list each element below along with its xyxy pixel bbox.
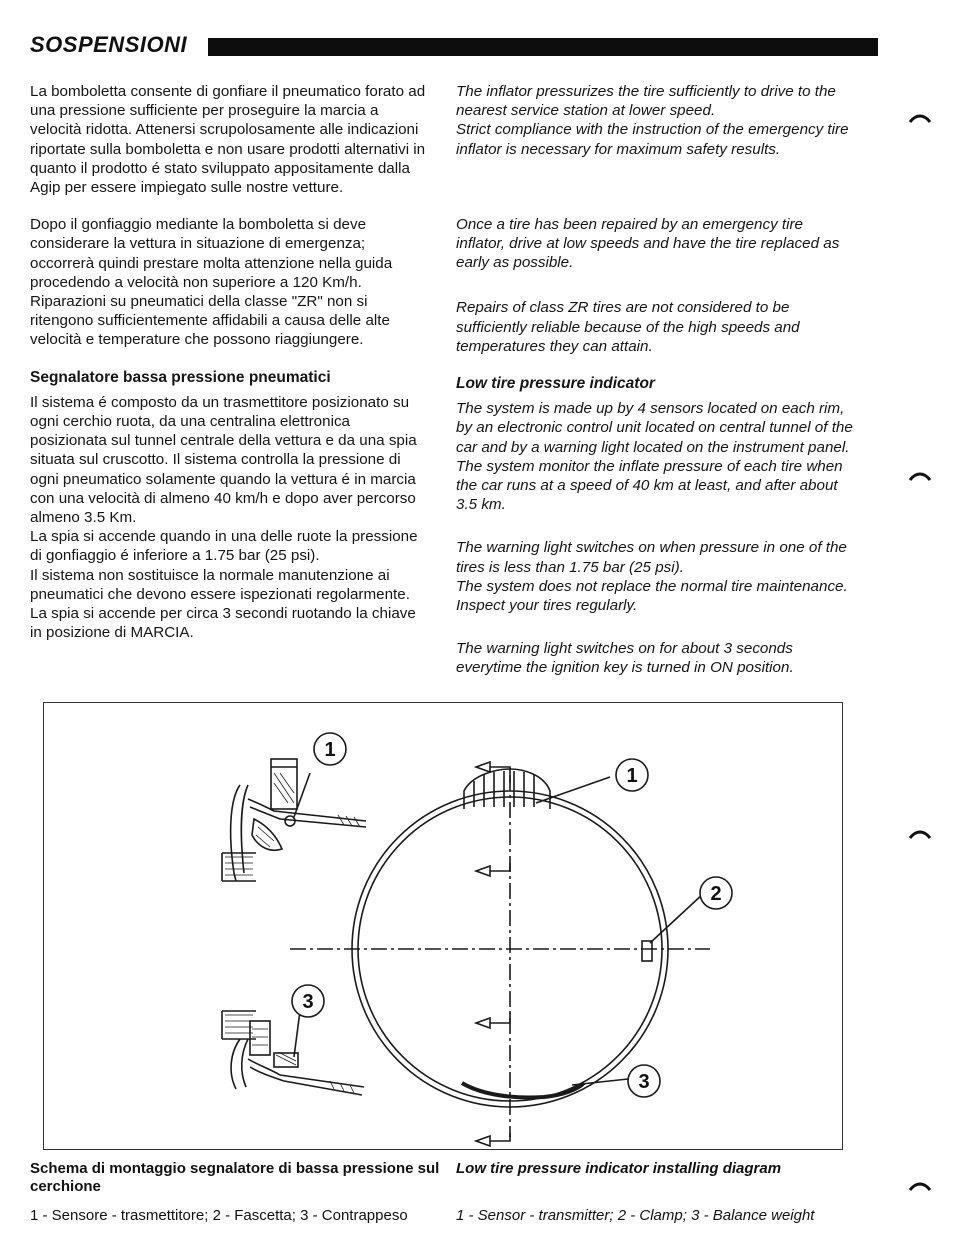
margin-tick-mark — [908, 470, 932, 482]
en-paragraph-3: Repairs of class ZR tires are not considered to be sufficiently reliable because of the high speeds and temperatures they can attain. — [456, 299, 800, 355]
it-paragraph-7: La spia si accende per circa 3 secondi ruotando la chiave in posizione di MARCIA. — [30, 605, 416, 642]
it-paragraph-1: La bomboletta consente di gonfiare il pneumatico forato ad una pressione sufficiente per proseguire la marcia a velocità ridotta. Attenersi scrupolosamente alle indicazioni riportate sulla bomboletta e non usare prodotti alternativi in quanto il prodotto é stato sviluppato appositamente dalla Agip per essere impiegato sulle nostre vetture. — [30, 83, 426, 197]
callout-3-left — [292, 985, 324, 1017]
en-paragraph-2: Once a tire has been repaired by an emergency tire inflator, drive at low speeds and have the tire replaced as early as possible. — [456, 215, 840, 272]
callout-1-right — [616, 759, 648, 791]
callout-3-right — [628, 1065, 660, 1097]
it-figure-legend: 1 - Sensore - trasmettitore; 2 - Fascetta; 3 - Contrappeso — [30, 1207, 408, 1224]
margin-tick-mark — [908, 1180, 932, 1192]
en-heading: Low tire pressure indicator — [456, 375, 655, 393]
installation-diagram — [43, 702, 843, 1150]
en-paragraph-7: The warning light switches on for about 3 seconds everytime the ignition key is turned in ON position. — [456, 640, 794, 677]
header-bar — [208, 38, 878, 56]
section-title: SOSPENSIONI — [30, 32, 188, 57]
en-figure-caption: Low tire pressure indicator installing diagram — [456, 1160, 782, 1177]
it-paragraph-4: Il sistema é composto da un trasmettitore posizionato su ogni cerchio ruota, da una centralina elettronica posizionata sul tunnel centrale della vettura e da una spia situata sul cruscotto. Il sistema controlla la pressione di ogni pneumatico solamente quando la vettura é in marcia con una velocità di almeno 40 km/h e dopo aver percorso almeno 3.5 Km. — [30, 393, 417, 527]
diagram-drawing — [44, 703, 844, 1151]
svg-text:3: 3 — [302, 991, 314, 1013]
italian-column — [30, 82, 430, 642]
page-header — [30, 30, 850, 64]
it-paragraph-5: La spia si accende quando in una delle ruote la pressione di gonfiaggio é inferiore a 1.75 bar (25 psi). — [30, 528, 418, 565]
svg-text:1: 1 — [324, 739, 336, 761]
en-paragraph-1: The inflator pressurizes the tire sufficiently to drive to the nearest service station at lower speed. — [456, 83, 836, 120]
en-paragraph-6: The system does not replace the normal tire maintenance. Inspect your tires regularly. — [456, 577, 848, 615]
it-figure-caption: Schema di montaggio segnalatore di bassa pressione sul cerchione — [30, 1160, 440, 1195]
it-paragraph-3: Riparazioni su pneumatici della classe "ZR" non si ritengono sufficientemente affidabili a causa delle alte velocità e temperature che possono riaggiungere. — [30, 293, 390, 349]
english-column — [456, 82, 856, 678]
margin-tick-mark — [908, 112, 932, 124]
en-paragraph-4: The system is made up by 4 sensors located on each rim, by an electronic control unit located on central tunnel of the car and by a warning light located on the instrument panel. The system monitor the inflate pressure of each tire when the car runs at a speed of 40 km at least, and after about 3.5 km. — [456, 400, 853, 514]
it-paragraph-6: Il sistema non sostituisce la normale manutenzione ai pneumatici che devono essere ispezionati regolarmente. — [30, 566, 410, 603]
callout-1-left — [314, 733, 346, 765]
svg-text:1: 1 — [626, 765, 638, 787]
svg-text:3: 3 — [638, 1071, 650, 1093]
en-figure-legend: 1 - Sensor - transmitter; 2 - Clamp; 3 - Balance weight — [456, 1207, 815, 1224]
margin-tick-mark — [908, 828, 932, 840]
upper-section-view — [222, 759, 366, 881]
en-paragraph-5: The warning light switches on when pressure in one of the tires is less than 1.75 bar (25 psi). — [456, 539, 847, 576]
callout-2 — [700, 877, 732, 909]
lower-section-view — [222, 1011, 364, 1095]
svg-text:2: 2 — [710, 883, 722, 905]
it-heading: Segnalatore bassa pressione pneumatici — [30, 368, 331, 386]
it-paragraph-2: Dopo il gonfiaggio mediante la bomboletta si deve considerare la vettura in situazione di emergenza; occorrerà quindi prestare molta attenzione nella guida procedendo a velocità non superiore a 120 Km/h. — [30, 216, 393, 291]
en-paragraph-1b: Strict compliance with the instruction of the emergency tire inflator is necessary for maximum safety results. — [456, 121, 849, 158]
